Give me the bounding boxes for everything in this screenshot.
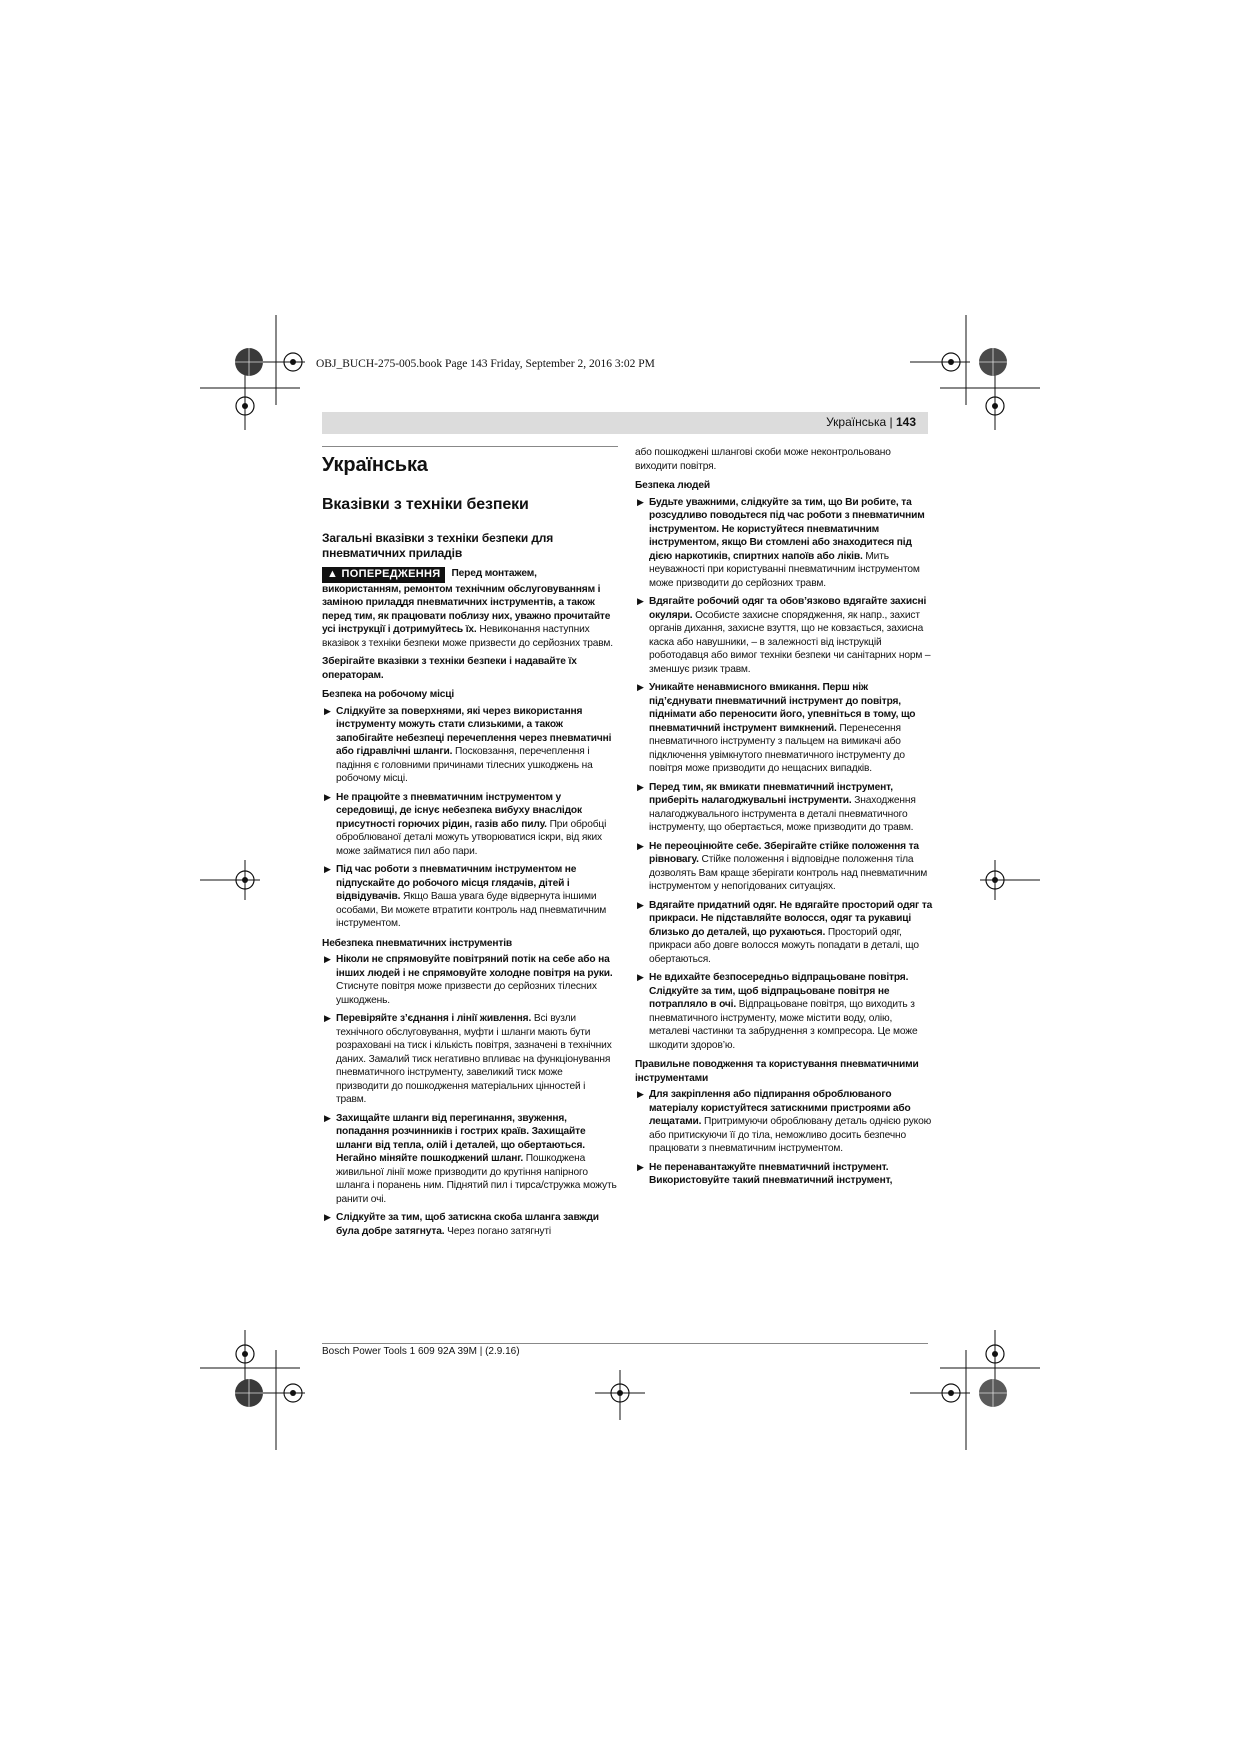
right-sections (635, 479, 933, 1188)
bullet-bold-text: Слідкуйте за поверхнями, які через використання інструменту можуть стати слизькими, а також запобігайте небезпеці перечеплення через пневматичні або гідравлічні шланги. (336, 705, 612, 757)
bullet-arrow-icon: ▶ (324, 1112, 331, 1123)
bullet-arrow-icon: ▶ (324, 705, 331, 716)
bullet-item (322, 953, 618, 1007)
bullet-body-text: Відпрацьоване повітря, що виходить з пневматичного інструменту, може містити воду, олію, металеві частинки та забруднення з компресора. Це може шкодити здоров’ю. (649, 999, 918, 1051)
right-column (635, 446, 933, 1193)
bullet-item (322, 1211, 618, 1238)
bullet-body-text: При обробці оброблюваної деталі можуть утворюватися іскри, від яких може займатися пил або пари. (336, 818, 607, 857)
bullet-item (635, 1161, 933, 1188)
bullet-item (635, 971, 933, 1052)
bullet-bold-text: Під час роботи з пневматичним інструментом не підпускайте до робочого місця глядачів, дітей і відвідувачів. (336, 864, 577, 902)
bullet-arrow-icon: ▶ (324, 954, 331, 964)
warning-badge (322, 567, 445, 583)
bullet-arrow-icon: ▶ (637, 899, 644, 910)
warning-text: Невиконання наступних вказівок з техніки безпеки може призвести до серйозних травм. (322, 624, 613, 649)
bullet-bold-text: Для закріплення або підпирання оброблюваного матеріалу користуйтеся затискними пристроями або лещатами. (649, 1089, 911, 1127)
bullet-bold-text: Захищайте шланги від перегинання, звуження, попадання розчинників і гострих країв. Захищайте шланги від тепла, олій і деталей, що обертаються. Негайно міняйте пошкоджений шланг. (336, 1112, 586, 1164)
continuation-text: або пошкоджені шлангові скоби може неконтрольовано виходити повітря. (635, 447, 891, 472)
bullet-body-text: Всі вузли технічного обслуговування, муфти і шланги мають бути розраховані на тиск і кількість повітря, зазначені в технічних даних. Замалий тиск негативно впливає на функціонування пневматичного інструменту, завеликий тиск може призводити до пошкодження матеріальних цінностей і травм. (336, 1013, 612, 1105)
bullet-bold-text: Слідкуйте за тим, щоб затискна скоба шланга завжди була добре затягнута. (336, 1212, 599, 1237)
bullet-item (635, 681, 933, 776)
header-section: Українська (826, 415, 887, 429)
bullet-bold-text: Не перенавантажуйте пневматичний інструмент. Використовуйте такий пневматичний інструмент, (649, 1161, 893, 1186)
bullet-arrow-icon: ▶ (637, 496, 644, 507)
bullet-arrow-icon: ▶ (324, 864, 331, 874)
subsection-heading: Правильне поводження та користування пневматичними інструментами (635, 1059, 919, 1084)
header-separator: | (889, 415, 893, 429)
bullet-arrow-icon: ▶ (637, 781, 644, 792)
bullet-item (322, 705, 618, 786)
bullet-body-text: Стиснуте повітря може призвести до серйозних тілесних ушкоджень. (336, 981, 597, 1006)
bullet-item (635, 781, 933, 835)
bullet-arrow-icon: ▶ (324, 791, 331, 802)
bullet-item (322, 1112, 618, 1207)
bullet-bold-text: Ніколи не спрямовуйте повітряний потік на себе або на інших людей і не спрямовуйте холодне повітря на руки. (336, 954, 613, 979)
bullet-arrow-icon: ▶ (637, 840, 644, 851)
bullet-body-text: Пошкоджена живильної лінії може призводити до крутіння напірного шланга і поранень ним. Піднятий пил і тирса/стружка можуть ранити очі. (336, 1153, 617, 1205)
bullet-body-text: Просторий одяг, прикраси або довге волосся можуть попадати в деталі, що обертаються. (649, 926, 919, 965)
bullet-bold-text: Не працюйте з пневматичним інструментом у середовищі, де існує небезпека вибуху внаслідок присутності горючих рідин, газів або пилу. (336, 791, 582, 830)
bullet-body-text: Мить неуважності при користуванні пневматичним інструментом може призводити до серйозних травм. (649, 550, 920, 589)
bullet-body-text: Особисте захисне спорядження, як напр., захист органів дихання, захисне взуття, що не ковзається, захисна каска або навушники, – в залежності від інструкцій роботодавця або вимог техніки безпеки чи санітарних норм – зменшує ризик травм. (649, 609, 931, 675)
bullet-bold-text: Не переоцінюйте себе. Зберігайте стійке положення та рівновагу. (649, 840, 919, 865)
page-title: Українська (322, 454, 428, 476)
bullet-body-text: Через погано затягнуті (447, 1225, 551, 1237)
bullet-arrow-icon: ▶ (637, 972, 644, 982)
page-footer: Bosch Power Tools 1 609 92A 39M | (2.9.16) (322, 1346, 520, 1357)
left-sections (322, 688, 618, 1238)
warning-bold: Перед монтажем, використанням, ремонтом технічним обслуговуванням і заміною приладдя пневматичних інструментів, а також перед тим, як працювати поблизу них, уважно прочитайте усі інструкції і дотримуйтесь їх. (322, 568, 611, 635)
bullet-arrow-icon: ▶ (324, 1013, 331, 1023)
left-column (322, 446, 618, 1243)
page-number: 143 (895, 415, 916, 429)
bullet-bold-text: Не вдихайте безпосередньо відпрацьоване повітря. Слідкуйте за тим, щоб відпрацьоване повітря не потрапляло в очі. (649, 972, 909, 1010)
bullet-arrow-icon: ▶ (637, 682, 644, 692)
bullet-item (635, 496, 933, 591)
bullet-item (322, 791, 618, 859)
bullet-body-text: Знаходження налагоджувального інструмента в деталі пневматичного інструменту, що обертається, може призводити до травм. (649, 795, 916, 833)
bullet-arrow-icon: ▶ (637, 1089, 644, 1099)
bullet-item (322, 1012, 618, 1107)
bullet-bold-text: Уникайте ненавмисного вмикання. Перш ніж під’єднувати пневматичний інструмент до повітря, піднімати або переносити його, упевніться в тому, що пневматичний інструмент вимкнений. (649, 682, 916, 734)
bullet-bold-text: Будьте уважними, слідкуйте за тим, що Ви робите, та розсудливо поводьтеся під час роботи з пневматичним інструментом. Не користуйтеся пневматичним інструментом, якщо Ви стомлені або знаходитеся під дією наркотиків, спиртних напоїв або ліків. (649, 496, 925, 562)
title-rule (322, 446, 618, 447)
bullet-body-text: Посковзання, перечеплення і падіння є головними причинами тілесних ушкоджень на робочому місці. (336, 746, 593, 784)
bullet-item (635, 840, 933, 894)
bullet-body-text: Перенесення пневматичного інструменту з пальцем на вимикачі або підключення увімкнутого пневматичного інструменту до повітря може призводити до нещасних випадків. (649, 722, 905, 774)
running-header (826, 415, 916, 429)
subsection-heading: Безпека на робочому місці (322, 689, 455, 700)
bullet-item (635, 1088, 933, 1156)
bullet-item (635, 899, 933, 967)
bullet-bold-text: Вдягайте робочий одяг та обов’язково вдягайте захисні окуляри. (649, 596, 927, 621)
bullet-body-text: Притримуючи оброблювану деталь однією рукою або притискуючи її до тіла, неможливо досить безпечно працювати з пневматичним інструментом. (649, 1116, 932, 1154)
bullet-bold-text: Вдягайте придатний одяг. Не вдягайте просторий одяг та прикраси. Не підставляйте волосся, одяг та рукавиці близько до деталей, що рухаються. (649, 899, 933, 938)
section-title: Вказівки з техніки безпеки (322, 496, 529, 513)
bullet-body-text: Якщо Ваша увага буде відвернута іншими особами, Ви можете втратити контроль над пневматичним інструментом. (336, 891, 607, 929)
warning-triangle-icon: ▲ (327, 568, 339, 580)
bullet-arrow-icon: ▶ (324, 1212, 331, 1222)
warning-label: ПОПЕРЕДЖЕННЯ (341, 568, 441, 580)
bullet-item (322, 863, 618, 931)
keep-instructions: Зберігайте вказівки з техніки безпеки і надавайте їх операторам. (322, 656, 577, 681)
warning-paragraph (322, 567, 618, 650)
bullet-item (635, 595, 933, 676)
subsection-heading: Небезпека пневматичних інструментів (322, 937, 513, 949)
general-heading: Загальні вказівки з техніки безпеки для пневматичних приладів (322, 531, 554, 560)
page-header-bar (322, 412, 928, 434)
bullet-body-text: Стійке положення і відповідне положення тіла дозволять Вам краще зберігати контроль над пневматичним інструментом у непогідованих ситуаціях. (649, 854, 928, 892)
bullet-arrow-icon: ▶ (637, 596, 644, 606)
subsection-heading: Безпека людей (635, 480, 710, 491)
footer-rule (322, 1343, 928, 1344)
bullet-arrow-icon: ▶ (637, 1161, 644, 1172)
print-slug: OBJ_BUCH-275-005.book Page 143 Friday, September 2, 2016 3:02 PM (316, 358, 655, 370)
bullet-bold-text: Перед тим, як вмикати пневматичний інструмент, приберіть налагоджувальні інструменти. (649, 781, 893, 806)
bullet-bold-text: Перевіряйте з’єднання і лінії живлення. (336, 1013, 532, 1024)
